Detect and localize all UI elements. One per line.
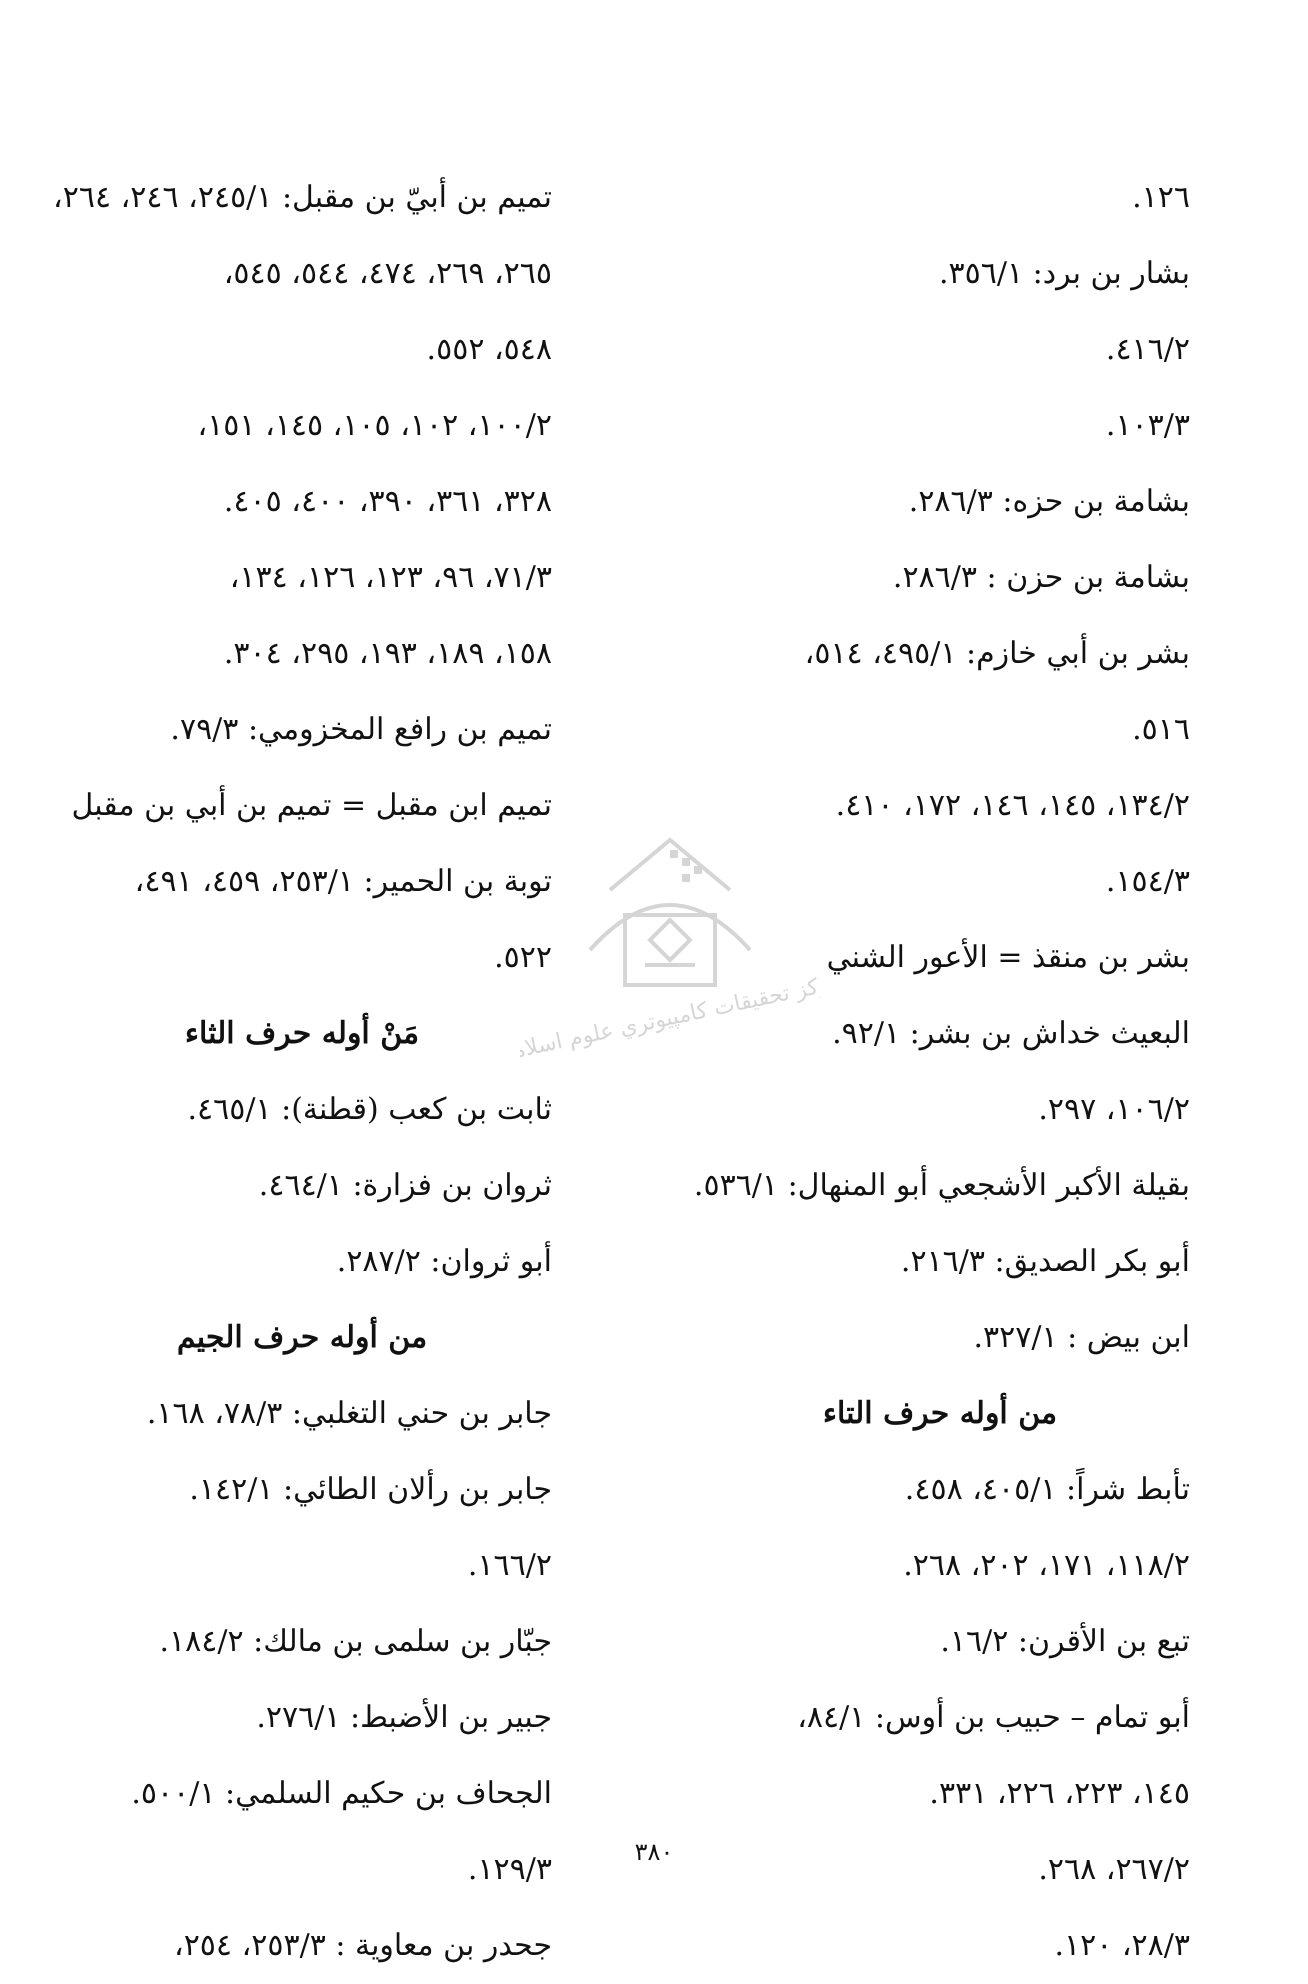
index-entry: بشار بن برد: ٣٥٦/١. bbox=[938, 256, 1190, 291]
index-entry: تميم ابن مقبل = تميم بن أبي بن مقبل bbox=[71, 788, 552, 823]
index-entry: ١٥٨، ١٨٩، ١٩٣، ٢٩٥، ٣٠٤. bbox=[223, 636, 552, 671]
index-entry: تميم بن رافع المخزومي: ٧٩/٣. bbox=[170, 712, 552, 747]
section-heading: من أوله حرف التاء bbox=[822, 1396, 1058, 1431]
section-heading: مَنْ أوله حرف الثاء bbox=[184, 1016, 420, 1051]
index-entry: ١٢٩/٣. bbox=[467, 1852, 552, 1887]
index-entry: ١٥٤/٣. bbox=[1105, 864, 1190, 899]
index-entry: جابر بن حني التغلبي: ٧٨/٣، ١٦٨. bbox=[146, 1396, 552, 1431]
index-entry: ٥١٦. bbox=[1132, 712, 1190, 747]
index-entry: البعيث خداش بن بشر: ٩٢/١. bbox=[832, 1016, 1190, 1051]
index-entry: جبير بن الأضبط: ٢٧٦/١. bbox=[256, 1700, 552, 1735]
index-entry: بشامة بن حزن : ٢٨٦/٣. bbox=[892, 560, 1190, 595]
index-entry: جحدر بن معاوية : ٢٥٣/٣، ٢٥٤، bbox=[174, 1928, 552, 1963]
index-column-left bbox=[52, 160, 552, 1984]
index-entry: ٤١٦/٢. bbox=[1105, 332, 1190, 367]
index-entry: بشامة بن حزه: ٢٨٦/٣. bbox=[908, 484, 1190, 519]
index-entry: ٢٨/٣، ١٢٠. bbox=[1054, 1928, 1190, 1963]
index-entry: أبو تمام – حبيب بن أوس: ٨٤/١، bbox=[797, 1700, 1190, 1735]
index-entry: بقيلة الأكبر الأشجعي أبو المنهال: ٥٣٦/١. bbox=[693, 1168, 1190, 1203]
index-entry: بشر بن أبي خازم: ٤٩٥/١، ٥١٤، bbox=[804, 636, 1190, 671]
index-entry: جابر بن رألان الطائي: ١٤٢/١. bbox=[189, 1472, 552, 1507]
watermark-caption: مركز تحقيقات كامپيوتري علوم اسلامي bbox=[520, 969, 820, 1068]
index-entry: ثروان بن فزارة: ٤٦٤/١. bbox=[258, 1168, 552, 1203]
index-entry: أبو بكر الصديق: ٢١٦/٣. bbox=[900, 1244, 1190, 1279]
watermark bbox=[520, 820, 820, 1080]
index-entry: ٥٤٨، ٥٥٢. bbox=[426, 332, 552, 367]
index-entry: ٣٢٨، ٣٦١، ٣٩٠، ٤٠٠، ٤٠٥. bbox=[223, 484, 552, 519]
index-entry: ١٠٠/٢، ١٠٢، ١٠٥، ١٤٥، ١٥١، bbox=[197, 408, 552, 443]
index-entry: بشر بن منقذ = الأعور الشني bbox=[826, 940, 1190, 975]
index-entry: ثابت بن كعب (قطنة): ٤٦٥/١. bbox=[187, 1092, 552, 1127]
index-entry: تبع بن الأقرن: ١٦/٢. bbox=[940, 1624, 1190, 1659]
index-entry: ١٣٤/٢، ١٤٥، ١٤٦، ١٧٢، ٤١٠. bbox=[835, 788, 1190, 823]
index-entry: ١٠٣/٣. bbox=[1105, 408, 1190, 443]
index-entry: ١١٨/٢، ١٧١، ٢٠٢، ٢٦٨. bbox=[903, 1548, 1190, 1583]
index-entry: ٥٢٢. bbox=[494, 940, 552, 975]
index-entry: ١٢٦. bbox=[1132, 180, 1190, 215]
index-entry: توبة بن الحمير: ٢٥٣/١، ٤٥٩، ٤٩١، bbox=[134, 864, 552, 899]
index-entry: ١٤٥، ٢٢٣، ٢٢٦، ٣٣١. bbox=[929, 1776, 1190, 1811]
institution-emblem-icon bbox=[520, 820, 820, 1080]
index-entry: أبو ثروان: ٢٨٧/٢. bbox=[336, 1244, 552, 1279]
index-entry: ابن بيض : ٣٢٧/١. bbox=[973, 1320, 1190, 1355]
index-entry: ٧١/٣، ٩٦، ١٢٣، ١٢٦، ١٣٤، bbox=[229, 560, 552, 595]
index-entry: الجحاف بن حكيم السلمي: ٥٠٠/١. bbox=[131, 1776, 552, 1811]
section-heading: من أوله حرف الجيم bbox=[176, 1320, 428, 1355]
index-entry: جبّار بن سلمى بن مالك: ١٨٤/٢. bbox=[159, 1624, 552, 1659]
index-entry: ١٠٦/٢، ٢٩٧. bbox=[1038, 1092, 1190, 1127]
index-entry: ١٦٦/٢. bbox=[467, 1548, 552, 1583]
index-entry: تأبط شراً: ٤٠٥/١، ٤٥٨. bbox=[904, 1472, 1190, 1507]
index-entry: ٢٦٥، ٢٦٩، ٤٧٤، ٥٤٤، ٥٤٥، bbox=[223, 256, 552, 291]
index-entry: تميم بن أبيّ بن مقبل: ٢٤٥/١، ٢٤٦، ٢٦٤، bbox=[53, 180, 552, 215]
index-entry: ٢٦٧/٢، ٢٦٨. bbox=[1038, 1852, 1190, 1887]
page-number: ٣٨٠ bbox=[634, 1838, 674, 1866]
